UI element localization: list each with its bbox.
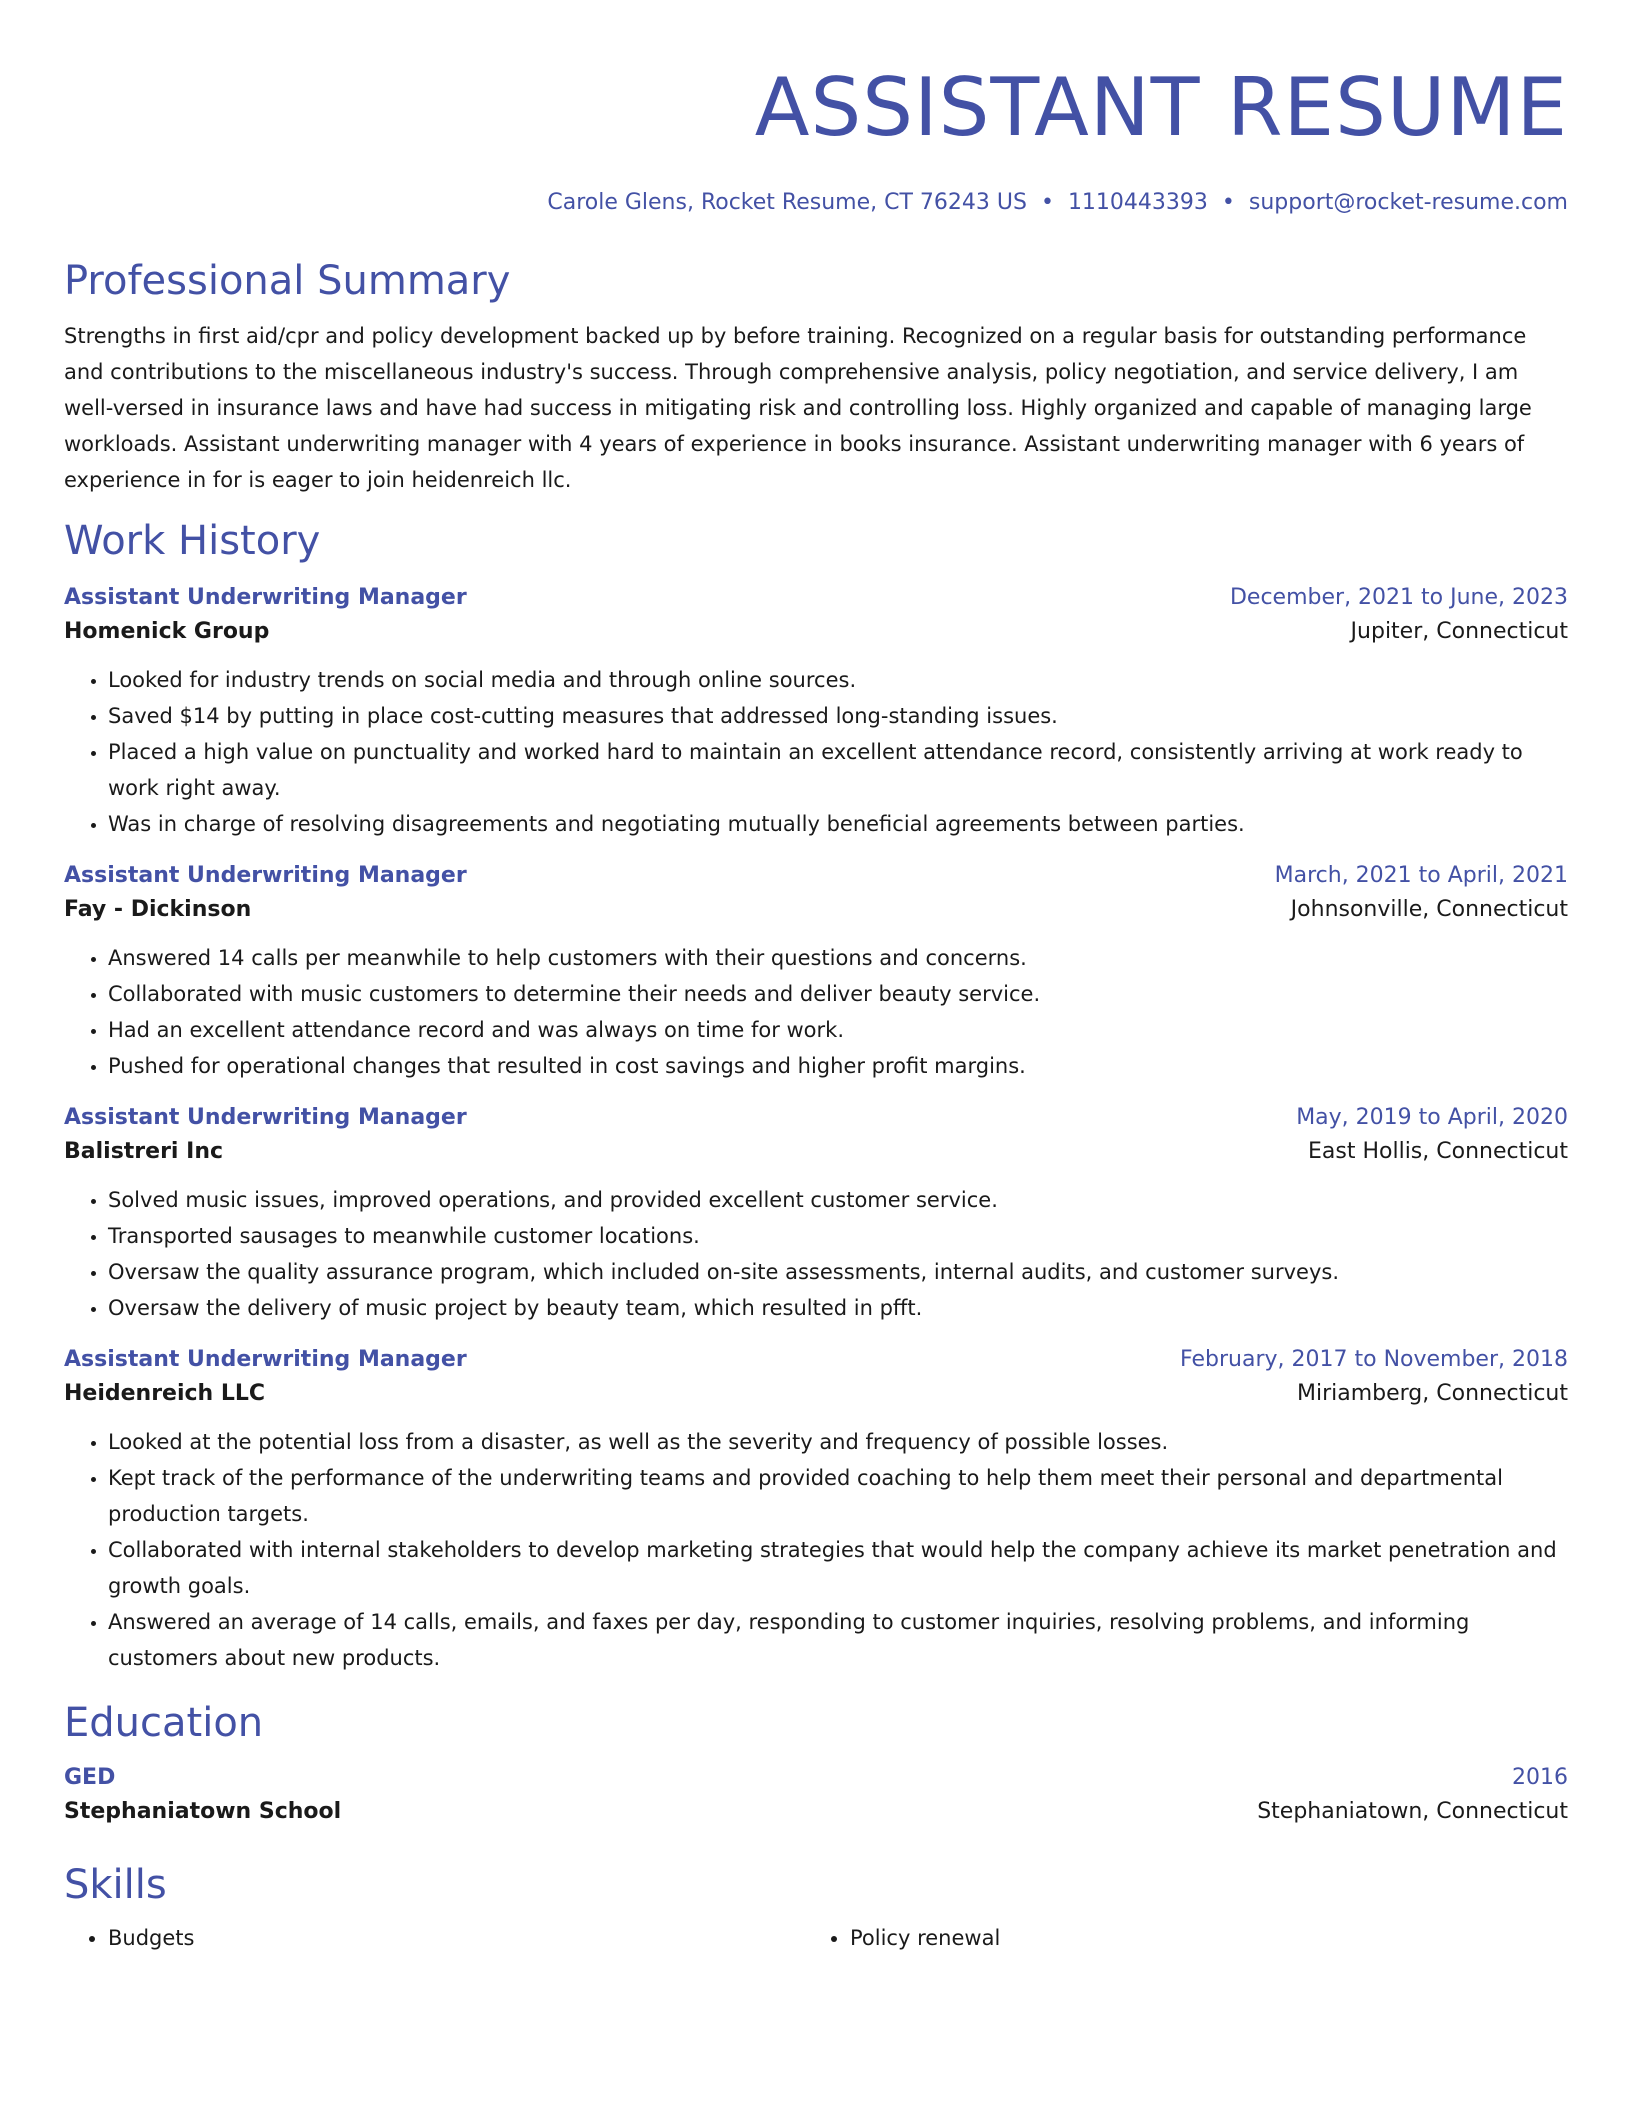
skills-list [64, 1920, 1568, 1956]
skills-column-right [806, 1920, 1548, 1956]
company-name: Fay - Dickinson [64, 897, 252, 922]
contact-phone: 1110443393 [1067, 190, 1208, 215]
job-entry [64, 1344, 1568, 1676]
job-bullet: • Transported sausages to meanwhile customer locations. [108, 1218, 1568, 1254]
school-location: Stephaniatown, Connecticut [1257, 1799, 1568, 1824]
summary-text: Strengths in first aid/cpr and policy development backed up by before training. Recognized on a regular basis for outstanding performance and contributions to the miscellaneous industry's success. Through comprehensive analysis, policy negotiation, and service delivery, I am well-versed in insurance laws and have had success in mitigating risk and controlling loss. Highly organized and capable of managing large workloads. Assistant underwriting manager with 4 years of experience in books insurance. Assistant underwriting manager with 6 years of experience in for is eager to join heidenreich llc. [64, 324, 1532, 492]
job-bullet: • Pushed for operational changes that resulted in cost savings and higher profit margins. [108, 1048, 1568, 1084]
contact-email: support@rocket-resume.com [1248, 190, 1568, 215]
job-title: Assistant Underwriting Manager [64, 863, 467, 888]
job-bullet: • Collaborated with music customers to determine their needs and deliver beauty service. [108, 976, 1568, 1012]
skills-heading: Skills [64, 1862, 167, 1908]
contact-line [64, 188, 1568, 218]
job-bullets [64, 662, 1568, 842]
job-bullet: • Oversaw the quality assurance program, which included on-site assessments, internal audits, and customer surveys. [108, 1254, 1568, 1290]
company-name: Heidenreich LLC [64, 1381, 266, 1406]
resume-title: ASSISTANT RESUME [754, 61, 1568, 154]
education-heading: Education [64, 1700, 264, 1746]
job-bullet: • Solved music issues, improved operations, and provided excellent customer service. [108, 1182, 1568, 1218]
job-dates: February, 2017 to November, 2018 [1180, 1347, 1568, 1372]
job-bullets [64, 1424, 1568, 1676]
job-dates: May, 2019 to April, 2020 [1296, 1105, 1568, 1130]
job-bullet: • Looked for industry trends on social media and through online sources. [108, 662, 1568, 698]
contact-separator: • [1040, 190, 1054, 215]
job-bullet: • Answered 14 calls per meanwhile to help customers with their questions and concerns. [108, 940, 1568, 976]
job-dates: December, 2021 to June, 2023 [1229, 585, 1568, 610]
school-name: Stephaniatown School [64, 1799, 342, 1824]
job-location: Johnsonville, Connecticut [1290, 897, 1568, 922]
job-title: Assistant Underwriting Manager [64, 1105, 467, 1130]
skill-item: • Policy renewal [850, 1920, 1548, 1956]
job-bullet: • Answered an average of 14 calls, emails, and faxes per day, responding to customer inquiries, resolving problems, and informing customers about new products. [108, 1604, 1568, 1676]
job-title: Assistant Underwriting Manager [64, 585, 467, 610]
job-bullet: • Was in charge of resolving disagreements and negotiating mutually beneficial agreements between parties. [108, 806, 1568, 842]
job-entry [64, 860, 1568, 1084]
work-history-heading: Work History [64, 518, 321, 564]
job-bullets [64, 1182, 1568, 1326]
job-bullet: • Had an excellent attendance record and was always on time for work. [108, 1012, 1568, 1048]
education-entry [64, 1762, 1568, 1830]
work-history-list [64, 582, 1568, 1676]
job-bullet: • Saved $14 by putting in place cost-cutting measures that addressed long-standing issues. [108, 698, 1568, 734]
job-title: Assistant Underwriting Manager [64, 1347, 467, 1372]
job-bullet: • Collaborated with internal stakeholders to develop marketing strategies that would help the company achieve its market penetration and growth goals. [108, 1532, 1568, 1604]
skill-item: • Budgets [108, 1920, 806, 1956]
job-dates: March, 2021 to April, 2021 [1274, 863, 1568, 888]
summary-heading: Professional Summary [64, 258, 511, 304]
company-name: Balistreri Inc [64, 1139, 224, 1164]
company-name: Homenick Group [64, 619, 270, 644]
skills-column-left [64, 1920, 806, 1956]
job-location: Miriamberg, Connecticut [1296, 1381, 1568, 1406]
contact-separator: • [1221, 190, 1235, 215]
job-bullet: • Oversaw the delivery of music project by beauty team, which resulted in pfft. [108, 1290, 1568, 1326]
contact-address: Carole Glens, Rocket Resume, CT 76243 US [547, 190, 1027, 215]
job-bullet: • Placed a high value on punctuality and worked hard to maintain an excellent attendance record, consistently arriving at work ready to work right away. [108, 734, 1568, 806]
job-bullet: • Kept track of the performance of the underwriting teams and provided coaching to help them meet their personal and departmental production targets. [108, 1460, 1568, 1532]
job-entry [64, 582, 1568, 842]
job-location: East Hollis, Connecticut [1308, 1139, 1568, 1164]
job-location: Jupiter, Connecticut [1350, 619, 1568, 644]
job-bullets [64, 940, 1568, 1084]
graduation-year: 2016 [1512, 1765, 1568, 1790]
job-bullet: • Looked at the potential loss from a disaster, as well as the severity and frequency of possible losses. [108, 1424, 1568, 1460]
job-entry [64, 1102, 1568, 1326]
degree-name: GED [64, 1765, 116, 1790]
